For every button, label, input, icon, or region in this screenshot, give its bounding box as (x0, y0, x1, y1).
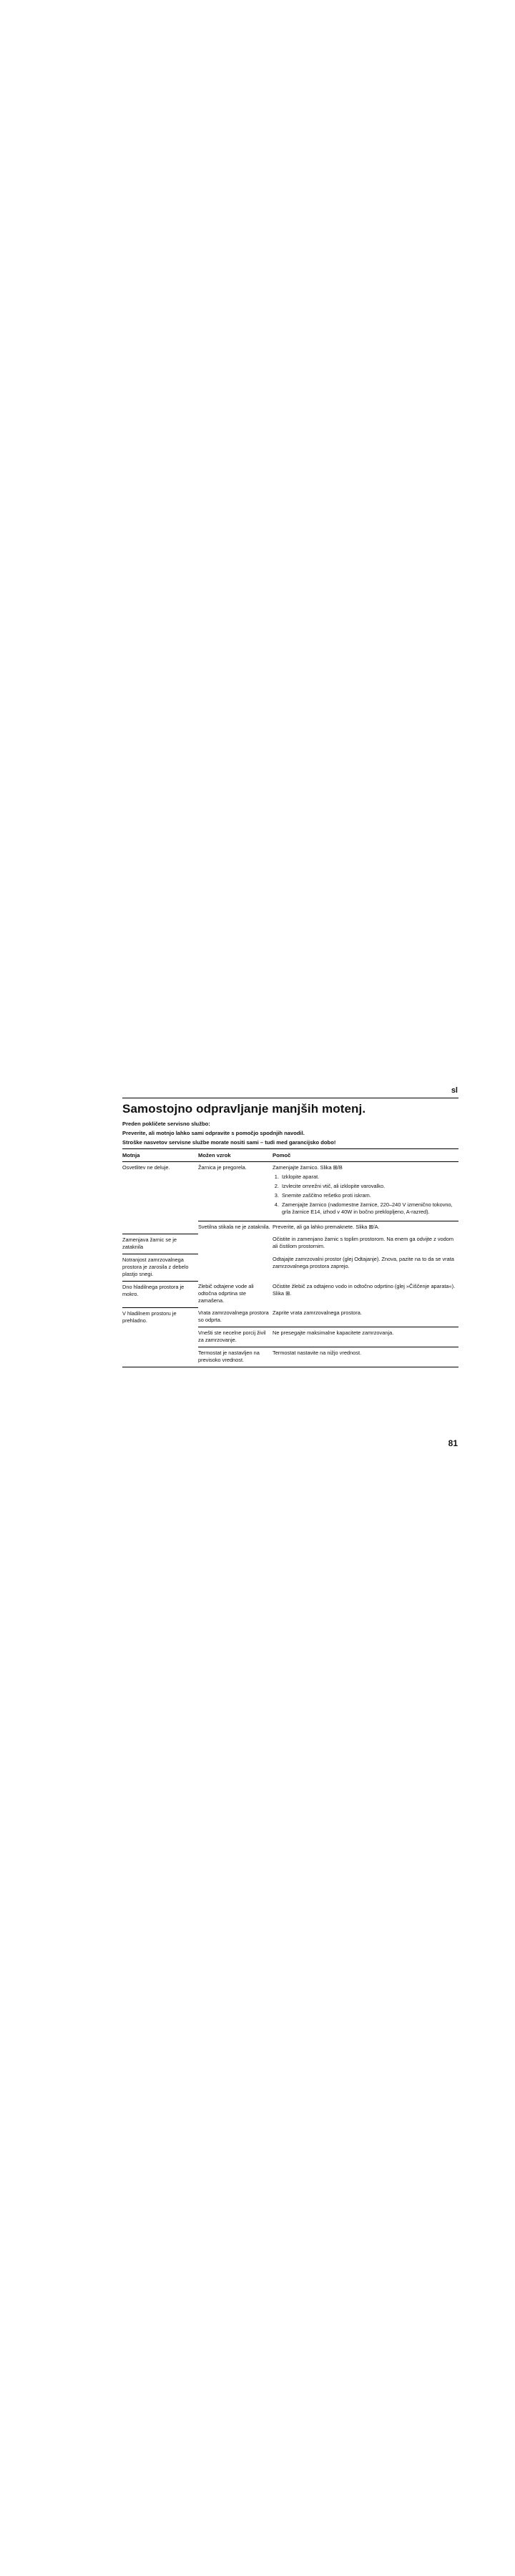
table-row (122, 1234, 458, 1254)
intro-line: Preden pokličete servisno službo: (122, 1121, 210, 1127)
intro-text (122, 1121, 458, 1146)
column-header-vzrok: Možen vzrok (198, 1149, 273, 1162)
step-item: 1. Izklopite aparat. (280, 1174, 457, 1181)
troubleshooting-section (122, 1098, 458, 1367)
pomoc-cell (273, 1307, 458, 1327)
pomoc-cell (273, 1221, 458, 1234)
pomoc-text: Zaprite vrata zamrzovalnega prostora. (273, 1309, 362, 1316)
pomoc-text: Preverite, ali ga lahko premaknete. Slika ⊞/A. (273, 1224, 380, 1230)
table-row (122, 1254, 458, 1281)
pomoc-cell (273, 1347, 458, 1367)
vzrok-cell: Žarnica je pregorela. (198, 1164, 247, 1171)
column-header-motnja: Motnja (122, 1149, 198, 1162)
table-header-row (122, 1149, 458, 1162)
pomoc-cell (273, 1281, 458, 1307)
pomoc-cell (273, 1234, 458, 1254)
page-title: Samostojno odpravljanje manjših motenj. (122, 1102, 366, 1116)
pomoc-cell (273, 1254, 458, 1281)
step-item: 3. Snemite zaščitno rešetko proti iskram. (280, 1192, 457, 1199)
step-item: 4. Zamenjajte žarnico (nadomestne žarnice, 220–240 V izmenično tokovno, grla žarnice E14, izhod v 40W in bočno preklopljeno, A-razred). (280, 1201, 457, 1216)
vzrok-cell: Vnešti ste necelne porcij živil za zamrzovanje. (198, 1327, 273, 1347)
column-header-pomoc: Pomoč (273, 1149, 458, 1162)
steps-list (273, 1174, 457, 1216)
pomoc-text: Ne presegajte maksimalne kapacitete zamrzovanja. (273, 1330, 394, 1336)
table-row (122, 1281, 458, 1307)
intro-line: Preverite, ali motnjo lahko sami odpravite s pomočjo spodnjih navodil. (122, 1130, 305, 1136)
language-code: sl (451, 1086, 458, 1095)
pomoc-text: Očistite in zamenjano žarnic s toplim prostorom. Na enem ga odvijte z vodom ali čistilom prostornim. (273, 1236, 454, 1249)
vzrok-cell: Termostat je nastavljen na previsoko vrednost. (198, 1347, 273, 1367)
table-row (122, 1307, 458, 1327)
pomoc-cell (273, 1162, 458, 1221)
vzrok-cell: Zlebič odtajene vode ali odtočna odprtina ste zamašena. (198, 1283, 254, 1304)
table-row (122, 1162, 458, 1221)
vzrok-cell (198, 1234, 273, 1254)
pomoc-text: Očistite žlebič za odtajeno vodo in odtočno odprtino (glej »Čiščenje aparata«). Slika ⊞. (273, 1283, 456, 1297)
vzrok-cell: Vrata zamrzovalnega prostora so odprta. (198, 1309, 269, 1323)
pomoc-text: Odtajajte zamrzovalni prostor (glej Odtajanje). Znova, pazite na to da se vrata zamrzovalnega prostora zaprejo. (273, 1256, 454, 1269)
vzrok-cell (198, 1254, 273, 1281)
pomoc-cell (273, 1327, 458, 1347)
intro-line: Stroške nasvetov servisne službe morate nositi sami – tudi med garancijsko dobo! (122, 1139, 336, 1146)
motnja-cell: Zamenjava žarnic se je zataknila (122, 1234, 198, 1254)
vzrok-cell: Svetilna stikala ne je zataknila. (198, 1221, 273, 1234)
troubleshooting-table (122, 1148, 458, 1367)
pomoc-text: Zamenjajte žarnico. Slika ⊞/B (273, 1164, 343, 1171)
motnja-cell: Notranjost zamrzovalnega prostora je zarosila z debelo plastjo snegi. (122, 1254, 198, 1281)
motnja-cell: Osvetlitev ne deluje. (122, 1164, 170, 1171)
pomoc-text: Termostat nastavite na nižjo vrednost. (273, 1350, 362, 1356)
page-number: 81 (448, 1438, 458, 1448)
motnja-cell: Dno hladilnega prostora je mokro. (122, 1281, 198, 1307)
step-item: 2. Izvlecite omrežni vtič, ali izklopite varovalko. (280, 1183, 457, 1190)
motnja-cell: V hladilnem prostoru je prehladno. (122, 1307, 198, 1367)
